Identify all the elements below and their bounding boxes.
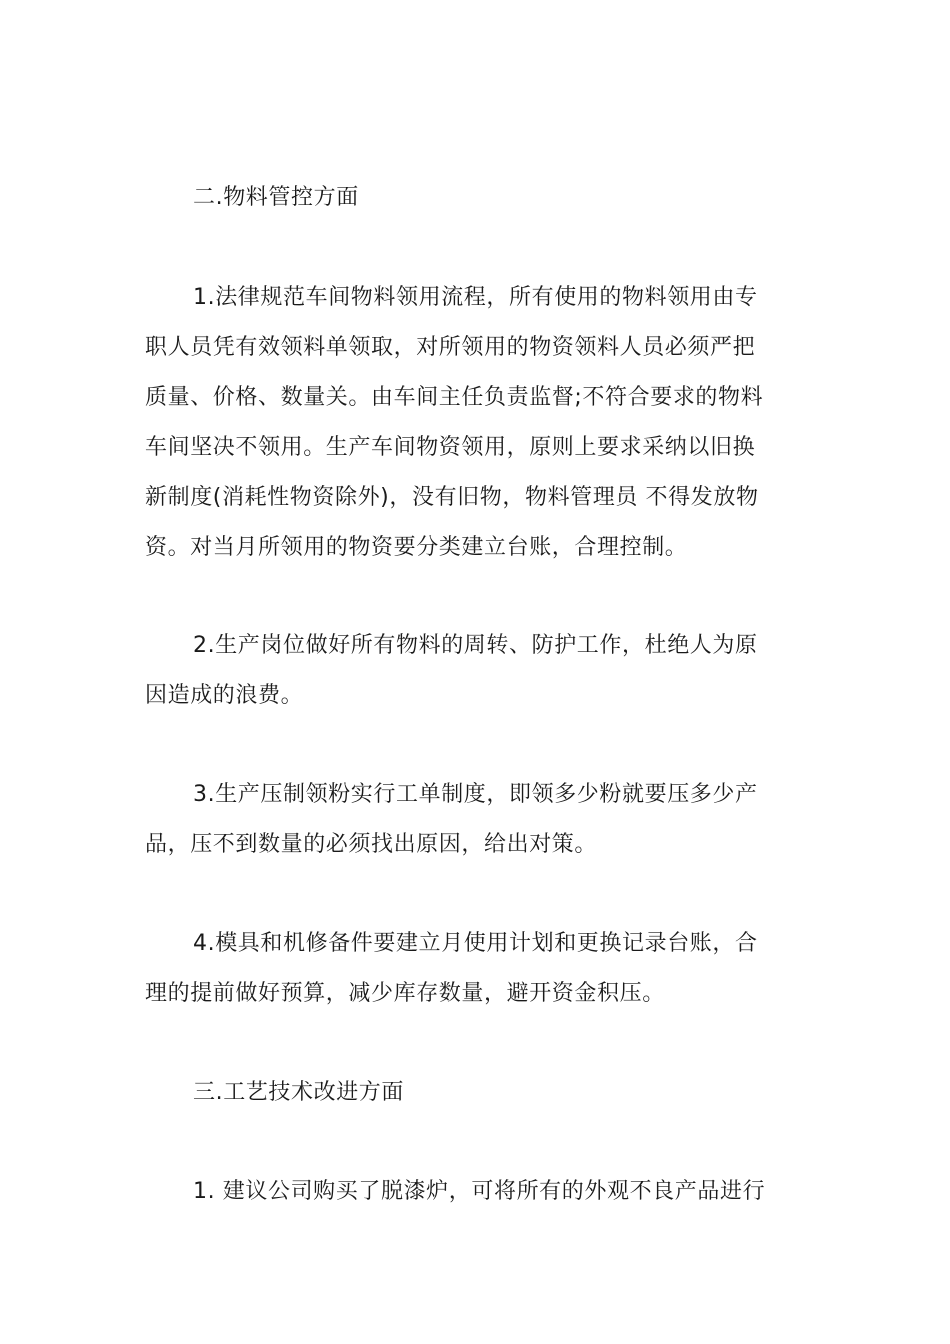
paragraph-item-process-1 (145, 1167, 810, 1217)
section-heading-process (145, 1068, 810, 1118)
paragraph-line: 4.模具和机修备件要建立月使用计划和更换记录台账，合 (193, 931, 758, 956)
paragraph-line: 1.法律规范车间物料领用流程，所有使用的物料领用由专 (193, 285, 758, 310)
heading-text: 二.物料管控方面 (193, 185, 359, 210)
paragraph-line: 理的提前做好预算，减少库存数量，避开资金积压。 (145, 981, 665, 1006)
paragraph-item-4 (145, 919, 810, 1019)
paragraph-line: 职人员凭有效领料单领取，对所领用的物资领料人员必须严把 (145, 335, 756, 360)
paragraph-line: 2.生产岗位做好所有物料的周转、防护工作，杜绝人为原 (193, 633, 758, 658)
paragraph-line: 新制度(消耗性物资除外)，没有旧物，物料管理员 不得发放物 (145, 485, 759, 510)
paragraph-line: 资。对当月所领用的物资要分类建立台账，合理控制。 (145, 535, 688, 560)
paragraph-line: 车间坚决不领用。生产车间物资领用，原则上要求采纳以旧换 (145, 435, 756, 460)
paragraph-line: 品，压不到数量的必须找出原因，给出对策。 (145, 832, 598, 857)
paragraph-line: 质量、价格、数量关。由车间主任负责监督;不符合要求的物料 (145, 385, 764, 410)
paragraph-line: 因造成的浪费。 (145, 683, 304, 708)
section-heading-materials (145, 173, 810, 223)
paragraph-item-3 (145, 770, 810, 870)
paragraph-line: 3.生产压制领粉实行工单制度，即领多少粉就要压多少产 (193, 782, 758, 807)
heading-text: 三.工艺技术改进方面 (193, 1080, 404, 1105)
paragraph-item-2 (145, 621, 810, 721)
paragraph-item-1 (145, 273, 810, 573)
paragraph-line: 1. 建议公司购买了脱漆炉，可将所有的外观不良产品进行 (193, 1179, 766, 1204)
